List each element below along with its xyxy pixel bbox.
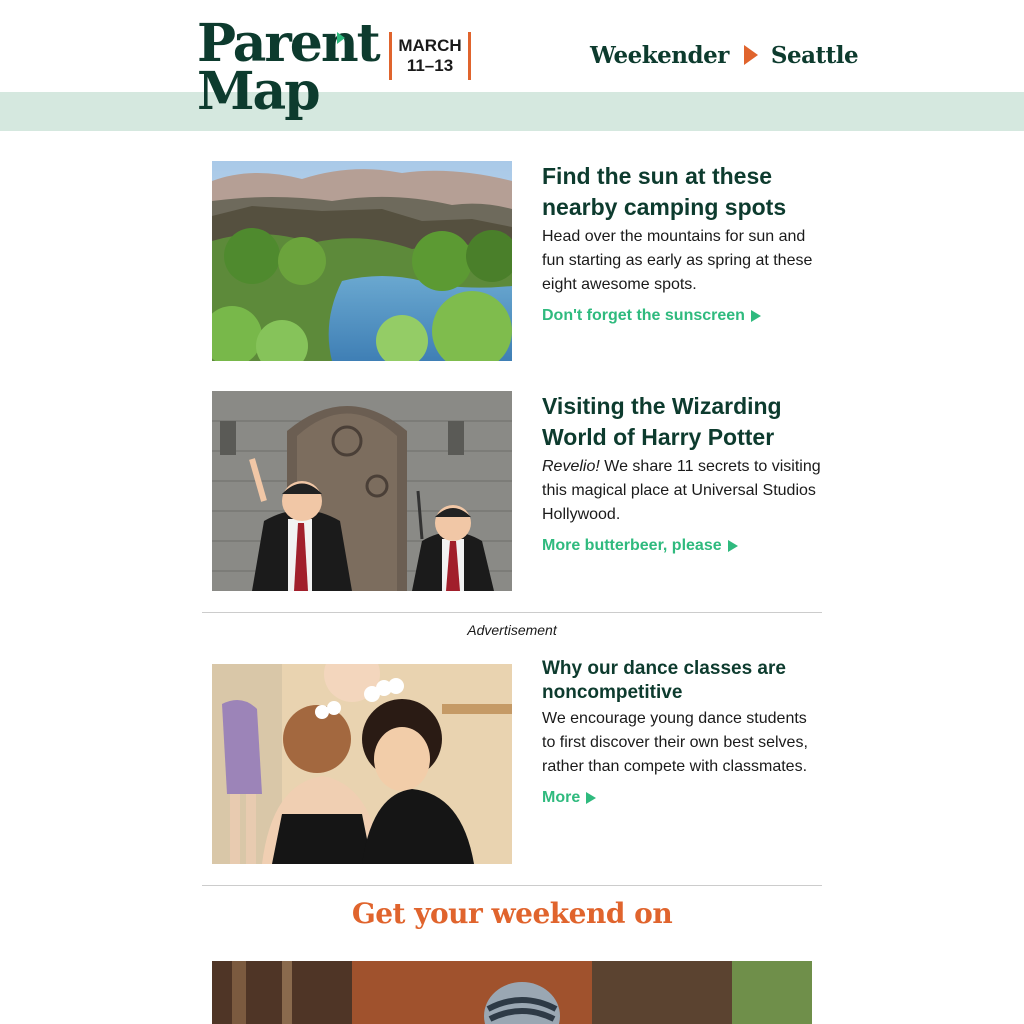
ad-body: We encourage young dance students to first discover their own best selves, rather than compete with classmates.: [542, 710, 808, 775]
article-harry-potter: [212, 391, 824, 591]
logo-text-line1: Parent: [197, 13, 379, 74]
article-body: [542, 455, 824, 527]
link-label: More: [542, 789, 581, 806]
play-arrow-icon: [744, 45, 758, 65]
ad-dance-classes: [212, 657, 824, 864]
wizard-kids-image[interactable]: [212, 391, 512, 591]
advertisement-label: Advertisement: [467, 622, 557, 638]
butterbeer-link[interactable]: [542, 537, 738, 555]
weekend-section-title: Get your weekend on: [351, 897, 673, 930]
section-divider: [202, 885, 822, 886]
article-text: [542, 391, 824, 555]
date-days: 11–13: [406, 56, 454, 75]
logo-text-line2: Map: [197, 61, 319, 122]
edition-city: Seattle: [770, 41, 859, 69]
logo-triangle-icon: [337, 32, 345, 44]
camping-landscape-image[interactable]: [212, 161, 512, 361]
header-band: [0, 92, 1024, 131]
play-arrow-icon: [586, 792, 596, 804]
ad-text: [542, 657, 824, 807]
article-title[interactable]: Visiting the Wizarding World of Harry Potter: [542, 393, 782, 450]
date-month: MARCH: [398, 36, 462, 55]
play-arrow-icon: [728, 540, 738, 552]
section-divider: [202, 612, 822, 613]
edition-title: [590, 38, 859, 72]
more-link[interactable]: [542, 789, 596, 807]
link-label: Don't forget the sunscreen: [542, 307, 745, 324]
body-emphasis: Revelio!: [542, 458, 600, 475]
sunscreen-link[interactable]: [542, 307, 761, 325]
ad-title[interactable]: Why our dance classes are noncompetitive: [542, 658, 786, 703]
edition-name: Weekender: [590, 41, 729, 69]
date-badge: [389, 32, 471, 80]
forest-child-image[interactable]: [212, 961, 812, 1024]
article-text: [542, 161, 824, 325]
article-title[interactable]: Find the sun at these nearby camping spots: [542, 163, 787, 220]
article-camping: [212, 161, 824, 361]
header: [0, 0, 1024, 131]
link-label: More butterbeer, please: [542, 537, 722, 554]
parentmap-logo[interactable]: [197, 13, 379, 122]
article-body: Head over the mountains for sun and fun starting as early as spring at these eight awesome spots.: [542, 228, 813, 293]
dance-students-image[interactable]: [212, 664, 512, 864]
play-arrow-icon: [751, 310, 761, 322]
body-rest: We share 11 secrets to visiting this magical place at Universal Studios Hollywood.: [542, 458, 821, 523]
